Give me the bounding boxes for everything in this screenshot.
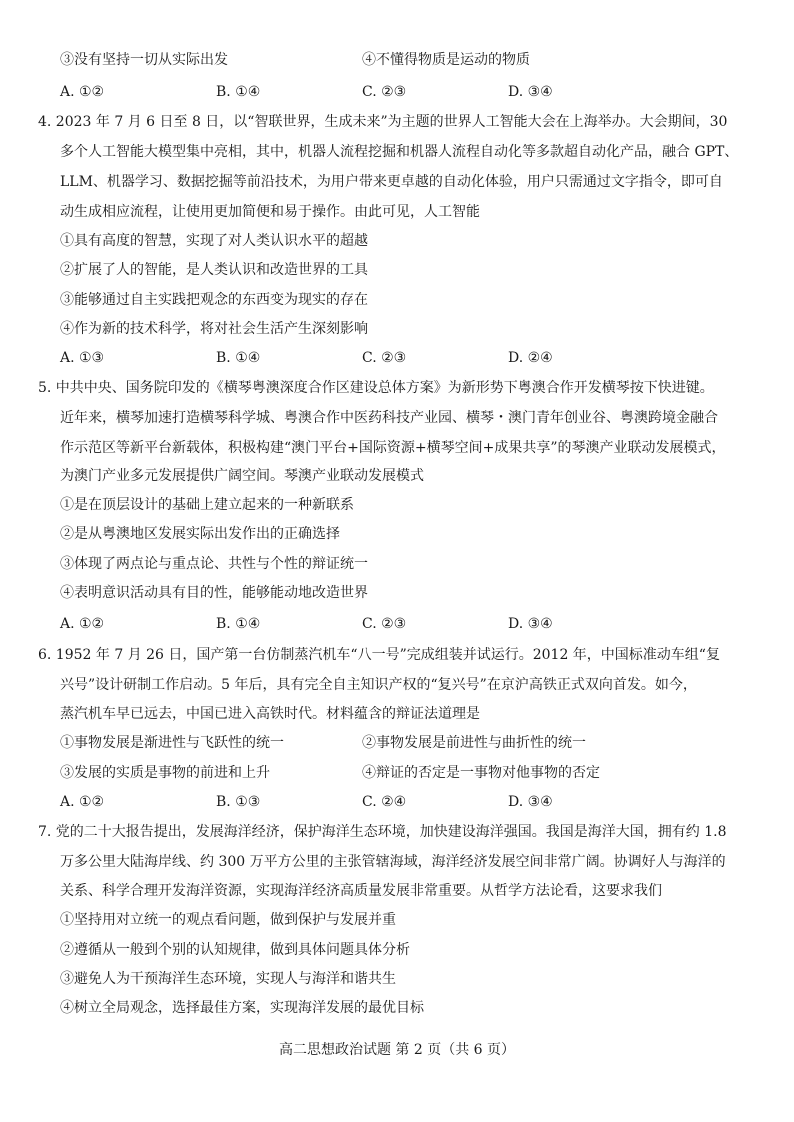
q4-item-1: ①具有高度的智慧，实现了对人类认识水平的超越	[60, 233, 368, 249]
q4-item-3: ③能够通过自主实践把观念的东西变为现实的存在	[60, 292, 368, 308]
q7-stem-line-2: 万多公里大陆海岸线、约 300 万平方公里的主张管辖海域，海洋经济发展空间非常广阔。协调好人与海洋的	[60, 854, 726, 870]
q5-stem-line-4: 为澳门产业多元发展提供广阔空间。琴澳产业联动发展模式	[60, 468, 424, 484]
q4-option-a: A. ①③	[60, 350, 105, 366]
q6-item-3: ③发展的实质是事物的前进和上升	[60, 765, 270, 781]
q4-stem-line-4: 动生成相应流程，让使用更加简便和易于操作。由此可见，人工智能	[60, 204, 480, 220]
top-option-a: A. ①②	[60, 84, 105, 100]
q4-option-d: D. ②④	[508, 350, 553, 366]
q4-stem-line-3: LLM、机器学习、数据挖掘等前沿技术，为用户带来更卓越的自动化体验，用户只需通过文字指令，即可自	[60, 174, 723, 190]
top-item-4: ④不懂得物质是运动的物质	[362, 52, 530, 68]
q7-item-3: ③避免人为干预海洋生态环境，实现人与海洋和谐共生	[60, 971, 396, 987]
q5-stem-line-3: 作示范区等新平台新载体，积极构建“澳门平台+国际资源+横琴空间+成果共享”的琴澳产业联动发展模式，	[60, 440, 726, 456]
q5-option-b: B. ①④	[216, 616, 261, 632]
q5-option-c: C. ②③	[362, 616, 407, 632]
q5-item-3: ③体现了两点论与重点论、共性与个性的辩证统一	[60, 556, 368, 572]
q4-option-c: C. ②③	[362, 350, 407, 366]
q5-option-a: A. ①②	[60, 616, 105, 632]
top-option-c: C. ②③	[362, 84, 407, 100]
q6-option-a: A. ①②	[60, 794, 105, 810]
q7-stem-line-1: 7. 党的二十大报告提出，发展海洋经济，保护海洋生态环境，加快建设海洋强国。我国是海洋大国，拥有约 1.8	[38, 824, 727, 840]
q5-item-1: ①是在顶层设计的基础上建立起来的一种新联系	[60, 497, 354, 513]
q6-item-1: ①事物发展是渐进性与飞跃性的统一	[60, 735, 284, 751]
q6-option-b: B. ①③	[216, 794, 261, 810]
q7-item-1: ①坚持用对立统一的观点看问题，做到保护与发展并重	[60, 912, 396, 928]
q4-item-2: ②扩展了人的智能，是人类认识和改造世界的工具	[60, 262, 368, 278]
q7-stem-line-3: 关系、科学合理开发海洋资源，实现海洋经济高质量发展非常重要。从哲学方法论看，这要求我们	[60, 883, 662, 899]
q4-item-4: ④作为新的技术科学，将对社会生活产生深刻影响	[60, 321, 368, 337]
page-footer: 高二思想政治试题 第 2 页（共 6 页）	[278, 1042, 516, 1058]
top-item-3: ③没有坚持一切从实际出发	[60, 52, 228, 68]
q6-option-d: D. ③④	[508, 794, 553, 810]
q6-stem-line-3: 蒸汽机车早已远去，中国已进入高铁时代。材料蕴含的辩证法道理是	[60, 706, 480, 722]
q4-stem-line-2: 多个人工智能大模型集中亮相，其中，机器人流程挖掘和机器人流程自动化等多款超自动化产品，融合 GPT、	[60, 144, 739, 160]
q7-item-2: ②遵循从一般到个别的认知规律，做到具体问题具体分析	[60, 942, 410, 958]
q5-stem-line-1: 5. 中共中央、国务院印发的《横琴粤澳深度合作区建设总体方案》为新形势下粤澳合作开发横琴按下快进键。	[38, 380, 714, 396]
q5-option-d: D. ③④	[508, 616, 553, 632]
q6-item-2: ②事物发展是前进性与曲折性的统一	[362, 735, 586, 751]
top-option-d: D. ③④	[508, 84, 553, 100]
top-option-b: B. ①④	[216, 84, 261, 100]
q5-stem-line-2: 近年来，横琴加速打造横琴科学城、粤澳合作中医药科技产业园、横琴・澳门青年创业谷、粤澳跨境金融合	[60, 410, 718, 426]
q4-stem-line-1: 4. 2023 年 7 月 6 日至 8 日，以“智联世界，生成未来”为主题的世界人工智能大会在上海举办。大会期间，30	[38, 114, 728, 130]
q4-option-b: B. ①④	[216, 350, 261, 366]
q5-item-2: ②是从粤澳地区发展实际出发作出的正确选择	[60, 526, 340, 542]
q5-item-4: ④表明意识活动具有目的性，能够能动地改造世界	[60, 585, 368, 601]
q6-stem-line-2: 兴号”设计研制工作启动。5 年后，具有完全自主知识产权的“复兴号”在京沪高铁正式双向首发。如今，	[60, 677, 697, 693]
q7-item-4: ④树立全局观念，选择最佳方案，实现海洋发展的最优目标	[60, 1000, 424, 1016]
q6-item-4: ④辩证的否定是一事物对他事物的否定	[362, 765, 600, 781]
q6-stem-line-1: 6. 1952 年 7 月 26 日，国产第一台仿制蒸汽机车“八一号”完成组装并试运行。2012 年，中国标准动车组“复	[38, 647, 720, 663]
q6-option-c: C. ②④	[362, 794, 407, 810]
